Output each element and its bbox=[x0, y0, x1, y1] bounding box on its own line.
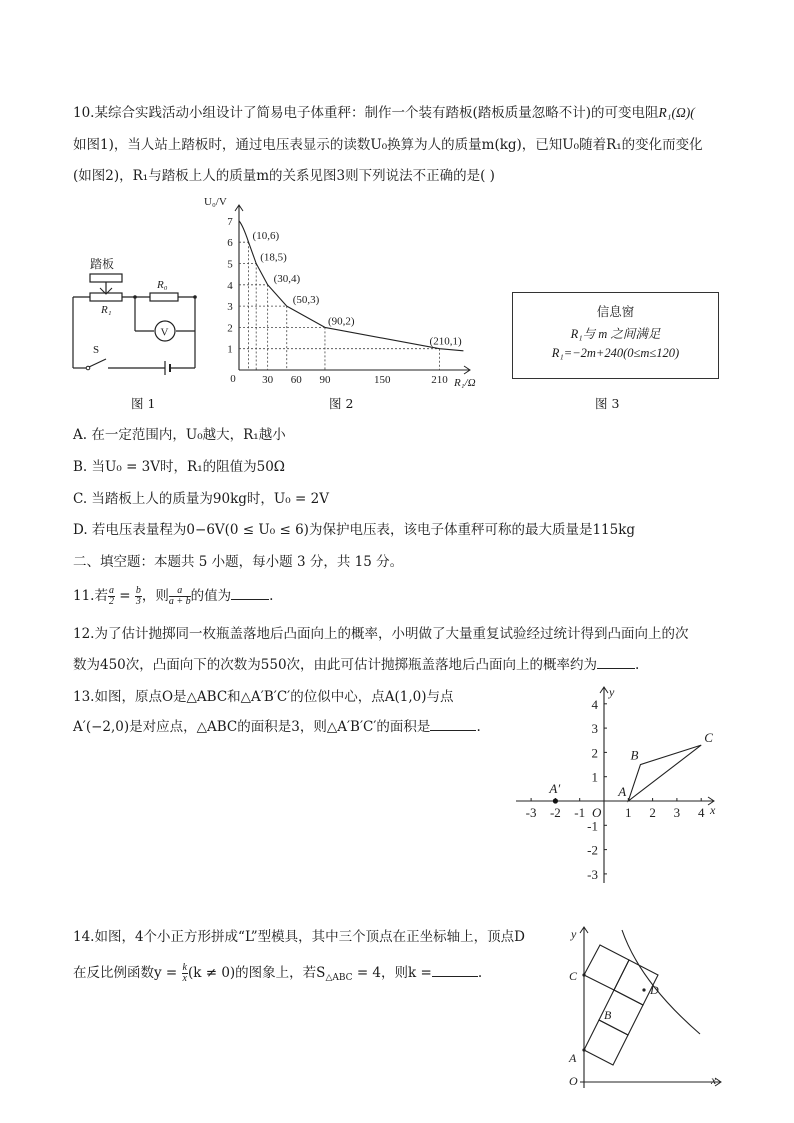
q10-option-a: A. 在一定范围内，U₀越大，R₁越小 bbox=[73, 427, 286, 443]
fig1-resistor-r0 bbox=[150, 293, 178, 301]
q13-origin-label: O bbox=[592, 805, 602, 820]
fig2-ytick-5: 5 bbox=[227, 258, 233, 271]
fig1-r1-label: R₁ bbox=[101, 304, 112, 316]
fig2-ytick-3: 3 bbox=[227, 301, 233, 314]
fig2-ylabel: U₀/V bbox=[204, 196, 227, 208]
q13-xtick-1: 1 bbox=[625, 805, 632, 820]
fig2-point-label-3: (30,4) bbox=[273, 272, 301, 285]
q13-line2: A′(−2,0)是对应点，△ABC的面积是3，则△A′B′C′的面积是 . bbox=[73, 719, 481, 735]
fig2-point-label-2: (18,5) bbox=[260, 251, 287, 264]
q13-y-label: y bbox=[609, 685, 615, 699]
fig3-caption: 图 3 bbox=[595, 396, 620, 411]
q13-xtick-4: 4 bbox=[697, 805, 705, 820]
fig2-ytick-6: 6 bbox=[227, 237, 233, 250]
fig2-xtick-210: 210 bbox=[431, 374, 448, 386]
q13-xtick--3: -3 bbox=[525, 805, 537, 820]
fig2-point-label-6: (210,1) bbox=[429, 335, 462, 348]
fig2-xtick-60: 60 bbox=[290, 374, 302, 386]
q13-ytick--1: -1 bbox=[587, 818, 598, 834]
q13-point-label-a-prime: A′ bbox=[549, 781, 561, 796]
q14-origin-label: O bbox=[569, 1074, 578, 1088]
fig2-point-label-4: (50,3) bbox=[292, 294, 320, 307]
q13-x-label: x bbox=[710, 803, 716, 817]
q11-answer-blank[interactable] bbox=[231, 587, 269, 600]
fig2-ytick-7: 7 bbox=[227, 215, 233, 228]
fig2-xlabel: R₁/Ω bbox=[454, 377, 476, 389]
q13-point-a-prime-dot bbox=[553, 798, 558, 803]
q14-x-label: x bbox=[711, 1073, 717, 1087]
q12-line2: 数为450次，凸面向下的次数为550次，由此可估计抛掷瓶盖落地后凸面向上的概率约为 . bbox=[73, 657, 640, 673]
q10-line2: 如图1)，当人站上踏板时，通过电压表显示的读数U₀换算为人的质量m(kg)，已知U₀随着R₁的变化而变化 bbox=[73, 137, 703, 153]
q14-answer-blank[interactable] bbox=[432, 964, 478, 977]
q13-ytick--3: -3 bbox=[587, 866, 598, 882]
q13-xtick--2: -2 bbox=[549, 805, 561, 820]
q14-point-c: C bbox=[569, 969, 578, 983]
fig3-info-window bbox=[512, 292, 719, 379]
q14-figure bbox=[560, 922, 730, 1092]
q13-xtick-3: 3 bbox=[673, 805, 681, 820]
fig2-point-label-1: (10,6) bbox=[252, 230, 280, 243]
q13-line1: 13.如图，原点O是△ABC和△A′B′C′的位似中心，点A(1,0)与点 bbox=[73, 689, 454, 705]
q10-option-d: D. 若电压表量程为0−6V(0 ≤ U₀ ≤ 6)为保护电压表，该电子体重秤可称的最大质量是115kg bbox=[73, 522, 636, 538]
fig3-line1: R₁与 m 之间满足 bbox=[570, 327, 661, 341]
fig1-switch bbox=[89, 359, 106, 367]
q14-hyperbola bbox=[622, 930, 700, 1034]
q13-ytick-4: 4 bbox=[591, 696, 598, 712]
q13-answer-blank[interactable] bbox=[430, 718, 476, 731]
q14-point-b: B bbox=[604, 1008, 612, 1022]
q13-ytick-1: 1 bbox=[591, 769, 598, 785]
fig2-xtick-150: 150 bbox=[374, 374, 391, 386]
fig2-xtick-30: 30 bbox=[262, 374, 274, 386]
fig1-pedal-label: 踏板 bbox=[90, 257, 115, 271]
fig1-s-label: S bbox=[93, 344, 100, 356]
q12-answer-blank[interactable] bbox=[597, 656, 635, 669]
q13-xtick-2: 2 bbox=[649, 805, 656, 820]
q13-triangle-abc bbox=[628, 745, 701, 801]
q13-coordinate-figure bbox=[510, 683, 730, 893]
fig2-ytick-2: 2 bbox=[227, 322, 233, 335]
fig2-point-label-5: (90,2) bbox=[327, 315, 355, 328]
fig1-v-label: V bbox=[160, 326, 169, 339]
q14-l-shape bbox=[584, 945, 658, 1065]
q13-ytick-2: 2 bbox=[591, 745, 598, 761]
fig3-line2: R₁=−2m+240(0≤m≤120) bbox=[551, 346, 680, 360]
q14-point-d: D bbox=[650, 983, 659, 997]
q10-option-c: C. 当踏板上人的质量为90kg时，U₀ = 2V bbox=[73, 491, 329, 507]
fig2-ytick-4: 4 bbox=[227, 279, 233, 292]
q10-line1: 10.某综合实践活动小组设计了简易电子体重秤：制作一个装有踏板(踏板质量忽略不计)的可变电阻R₁(Ω)( bbox=[73, 105, 695, 121]
fig2-xtick-90: 90 bbox=[319, 374, 331, 386]
fig3-title: 信息窗 bbox=[596, 304, 635, 319]
q13-ytick-3: 3 bbox=[591, 721, 598, 737]
q10-option-b: B. 当U₀ = 3V时，R₁的阻值为50Ω bbox=[73, 459, 285, 475]
q12-line1: 12.为了估计抛掷同一枚瓶盖落地后凸面向上的概率，小明做了大量重复试验经过统计得到凸面向上的次 bbox=[73, 626, 689, 642]
q13-ytick--2: -2 bbox=[587, 842, 598, 858]
q14-line1: 14.如图，4个小正方形拼成“L”型模具，其中三个顶点在正坐标轴上，顶点D bbox=[73, 929, 525, 945]
fig1-caption: 图 1 bbox=[131, 396, 156, 411]
q13-point-label-b: B bbox=[630, 747, 639, 763]
q13-point-label-c: C bbox=[704, 730, 713, 746]
fig2-origin: 0 bbox=[230, 373, 236, 385]
q13-point-label-a: A bbox=[618, 784, 627, 799]
section-fill-in-heading: 二、填空题：本题共 5 小题，每小题 3 分，共 15 分。 bbox=[73, 554, 404, 570]
fig1-circuit bbox=[68, 255, 208, 375]
q14-point-a: A bbox=[569, 1051, 577, 1065]
q13-xtick--1: -1 bbox=[574, 805, 586, 820]
fig1-r0-label: R₀ bbox=[157, 279, 168, 291]
q14-y-label: y bbox=[571, 927, 577, 941]
q14-line2: 在反比例函数y = $\frac{k}{x}$ (k ≠ 0)的图象上，若$S_{\triangle ABC} = 4$，则k = . bbox=[73, 962, 483, 984]
fig2-caption: 图 2 bbox=[329, 396, 354, 411]
q11: 11.若 $\frac{a}{2}$ = $\frac{b}{3}$ ，则 $\frac{a}{a + b}$ 的值为 . bbox=[73, 585, 274, 607]
fig2-chart bbox=[200, 193, 480, 393]
fig2-ytick-1: 1 bbox=[227, 343, 233, 356]
q10-line3: (如图2)，R₁与踏板上人的质量m的关系见图3则下列说法不正确的是( ) bbox=[73, 168, 495, 184]
fig1-pedal bbox=[90, 274, 122, 282]
